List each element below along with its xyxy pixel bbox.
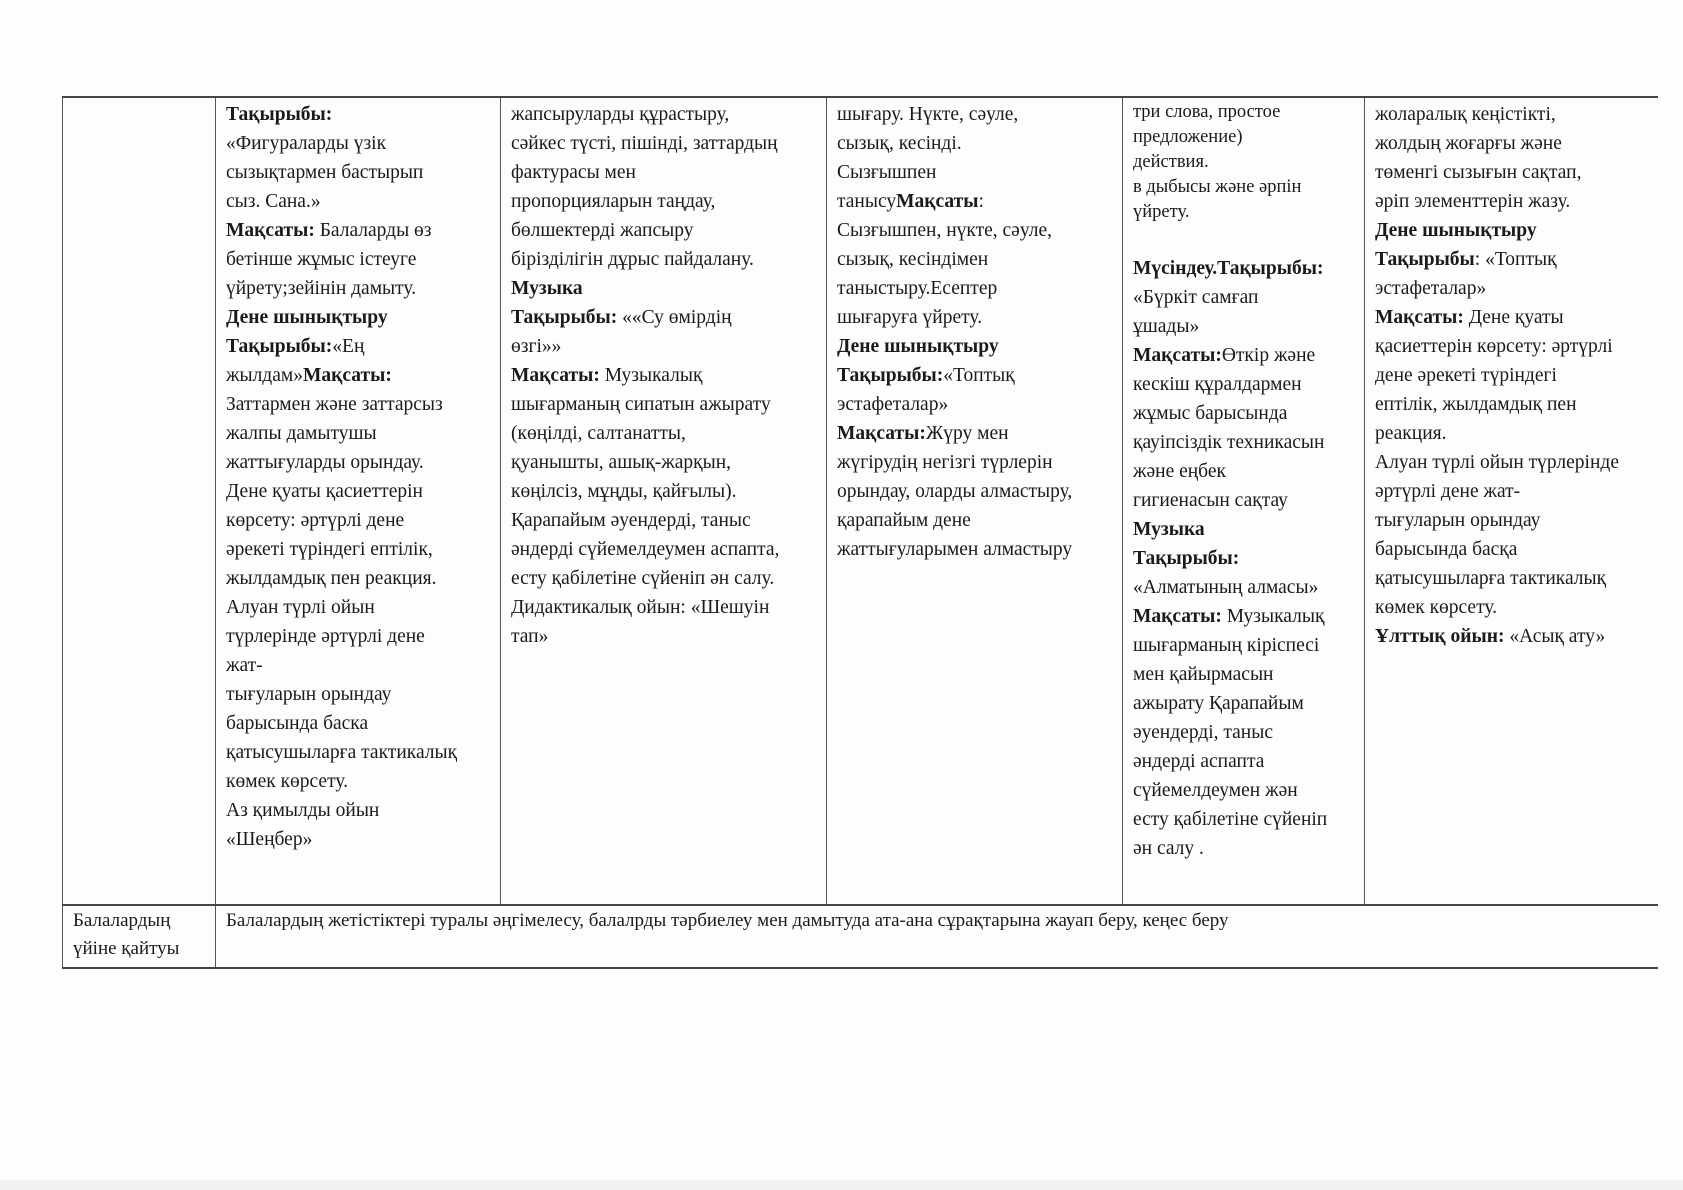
line-text: әуендерді, таныс [1133,722,1274,743]
text-line [1133,747,1354,776]
line-text: «Асық ату» [1504,626,1606,647]
line-text: Аз қимылды ойын [226,800,380,821]
text-line [511,100,816,129]
bold-label: Мақсаты: [226,220,315,241]
text-line [226,680,490,709]
line-text: сүйемелдеумен жән [1133,780,1298,801]
text-line [1133,312,1354,341]
line-text: барысында басқа [1375,539,1518,560]
text-line [1375,245,1648,274]
line-text: жылдам» [226,365,303,386]
text-line [1133,486,1354,515]
text-line [1375,448,1648,477]
table-row-going-home [63,905,1658,968]
text-line [226,158,490,187]
line-text: өзгі»» [511,336,562,357]
bold-label: Мақсаты: [1133,606,1222,627]
line-text: есту қабілетіне сүйеніп ән салу. [511,568,775,589]
text-line [511,477,816,506]
text-line [226,825,490,854]
line-text: тығуларын орындау [226,684,392,705]
text-line [226,303,490,332]
text-line: действия. [1133,152,1209,172]
line-text: үйрету;зейінін дамыту. [226,278,417,299]
line-text: жұмыс барысында [1133,403,1288,424]
text-line [1133,834,1354,863]
line-text: жапсыруларды құрастыру, [511,104,730,125]
text-line [1375,332,1648,361]
bold-label: Музыка [1133,519,1205,540]
line-text: ««Су өмірдің [617,307,732,328]
line-text: эстафеталар» [1375,278,1487,299]
bold-label: Тақырыбы: [226,336,333,357]
line-text: Дене қуаты [1463,307,1564,328]
text-line [1375,274,1648,303]
line-text: қатысушыларға тактикалық [1375,568,1607,589]
line-text: шығаруға үйрету. [837,307,983,328]
line-text: «Шеңбер» [226,829,313,850]
line-text: орындау, оларды алмастыру, [837,481,1073,502]
bold-label: Ұлттық ойын: [1375,626,1505,647]
text-line [226,332,490,361]
text-line [1133,544,1354,573]
line-text: әріп элементтерін жазу. [1375,191,1571,212]
text-line [226,564,490,593]
text-line [1375,564,1648,593]
line-text: әртүрлі дене жат- [1375,481,1521,502]
text-line [226,361,490,390]
line-text: көңілсіз, мұңды, қайғылы). [511,481,737,502]
text-line [226,419,490,448]
line-text: жоларалық кеңістікті, [1375,104,1556,125]
text-line [837,535,1112,564]
text-line [226,593,490,622]
cell-day-2 [501,97,827,905]
line-text: Алуан түрлі ойын түрлерінде [1375,452,1619,473]
text-line [837,448,1112,477]
line-text: пропорцияларын таңдау, [511,191,716,212]
line-text: фактурасы мен [511,162,636,183]
bold-label: Дене шынықтыру [837,336,999,357]
schedule-table [62,96,1658,969]
line-text: Қарапайым әуендерді, таныс [511,510,751,531]
bold-label: Мақсаты [896,191,979,212]
text-line [226,651,490,680]
text-line [511,187,816,216]
cell-day-5 [1365,97,1658,905]
text-line: в дыбысы және әрпін [1133,177,1302,197]
text-line [837,361,1112,390]
line-text: жаттығуларымен алмастыру [837,539,1073,560]
text-line [1133,573,1354,602]
text-line [226,738,490,767]
text-line [1133,341,1354,370]
line-text: ұшады» [1133,316,1200,337]
text-line [226,709,490,738]
bold-label: Тақырыбы: [837,365,944,386]
text-line [226,216,490,245]
line-text: танысу [837,191,897,212]
line-text: ажырату Қарапайым [1133,693,1304,714]
text-line [837,477,1112,506]
line-text: жалпы дамытушы [226,423,377,444]
line-text: Өткір және [1221,345,1316,366]
text-line [226,129,490,158]
bold-label: Тақырыбы: [1133,548,1240,569]
line-text: жүгірудің негізгі түрлерін [837,452,1053,473]
line-text: көрсету: әртүрлі дене [226,510,405,531]
text-line [1375,622,1648,651]
text-line [511,129,816,158]
line-text: әндерді сүйемелдеумен аспапта, [511,539,780,560]
text-line [1375,129,1648,158]
line-text: қатысушыларға тактикалық [226,742,458,763]
page-bottom-shade [0,1180,1683,1190]
text-line [226,100,490,129]
text-line [837,506,1112,535]
bold-label: Музыка [511,278,583,299]
text-line [837,390,1112,419]
text-line: үйрету. [1133,202,1190,222]
bold-label: Дене шынықтыру [1375,220,1537,241]
text-line [1133,689,1354,718]
bold-label: Мақсаты: [837,423,926,444]
text-line [1133,805,1354,834]
line-text: таныстыру.Есептер [837,278,998,299]
text-line [1375,303,1648,332]
text-line [511,245,816,274]
line-text: қасиеттерін көрсету: әртүрлі [1375,336,1613,357]
line-text: сәйкес түсті, пішінді, заттардың [511,133,778,154]
line-text: гигиенасын сақтау [1133,490,1288,511]
text-line [226,274,490,303]
line-text: жолдың жоғарғы және [1375,133,1562,154]
bold-label: Тақырыбы [1375,249,1475,270]
line-text: Дидактикалық ойын: «Шешуін [511,597,770,618]
text-line [1375,390,1648,419]
text-line [837,303,1112,332]
line-text: шығару. Нүкте, сәуле, [837,104,1019,125]
text-line [511,622,816,651]
text-line [1375,216,1648,245]
line-text: бөлшектерді жапсыру [511,220,694,241]
text-line [837,100,1112,129]
line-text: көмек көрсету. [1375,597,1498,618]
table-row-activities [63,97,1658,905]
cell-day-1 [216,97,501,905]
line-text: Музыкалық [599,365,703,386]
text-line [511,593,816,622]
line-text: көмек көрсету. [226,771,349,792]
line-text: кескіш құралдармен [1133,374,1302,395]
text-line [226,477,490,506]
going-home-content: Балалардың жетістіктері туралы әңгімелесу, балалрды тәрбиелеу мен дамытуда ата-ана сұрақтарына жауап беру, кеңес беру [216,905,1658,968]
line-text: әрекеті түріндегі ептілік, [226,539,433,560]
text-line [1133,631,1354,660]
text-line [1375,158,1648,187]
text-line [1133,602,1354,631]
row-label-line-1: Балалардың [73,910,171,931]
text-line [511,303,816,332]
text-line [1133,283,1354,312]
text-line [1133,254,1354,283]
line-text: жат- [226,655,263,676]
text-line: предложение) [1133,127,1243,147]
text-line [511,274,816,303]
line-text: : [978,191,984,212]
text-line [1375,535,1648,564]
text-line [511,361,816,390]
text-line [226,535,490,564]
text-line [837,245,1112,274]
line-text: Балаларды өз [314,220,432,241]
text-line [511,506,816,535]
text-line: три слова, простое [1133,102,1281,122]
text-line [226,448,490,477]
line-text: : «Топтық [1474,249,1557,270]
text-line [511,158,816,187]
line-text: «Топтық [943,365,1015,386]
line-text: есту қабілетіне сүйеніп [1133,809,1328,830]
line-text: және еңбек [1133,461,1226,482]
line-text: қауіпсіздік техникасын [1133,432,1325,453]
text-line [1133,515,1354,544]
text-line [1133,660,1354,689]
line-text: сызықтармен бастырып [226,162,424,183]
line-text: әндерді аспапта [1133,751,1265,772]
text-line [837,187,1112,216]
bold-label: Дене шынықтыру [226,307,388,328]
line-text: бірізділігін дұрыс пайдалану. [511,249,754,270]
text-line [511,332,816,361]
bold-label: Мақсаты: [302,365,392,386]
text-line [837,129,1112,158]
text-line [1375,419,1648,448]
text-line [226,767,490,796]
text-line [837,158,1112,187]
line-text: Музыкалық [1221,606,1325,627]
line-text: қарапайым дене [837,510,971,531]
line-text: ән салу . [1133,838,1204,859]
cell-day-3 [827,97,1123,905]
line-text: Заттармен және заттарсыз [226,394,443,415]
line-text: сызық, кесіндімен [837,249,989,270]
text-line [511,564,816,593]
line-text: (көңілді, салтанатты, [511,423,686,444]
line-text: түрлерінде әртүрлі дене [226,626,425,647]
text-line [226,245,490,274]
line-text: жылдамдық пен реакция. [226,568,437,589]
row-label-going-home [63,905,216,968]
text-line [1133,457,1354,486]
line-text: шығарманың кіріспесі [1133,635,1320,656]
bold-label: Тақырыбы: [511,307,618,328]
bold-label: Мақсаты: [1133,345,1222,366]
text-line [837,274,1112,303]
line-text: бетінше жұмыс істеуге [226,249,417,270]
line-text: сыз. Сана.» [226,191,321,212]
line-text: ептілік, жылдамдық пен [1375,394,1577,415]
text-line [511,448,816,477]
text-line [226,796,490,825]
line-text: тап» [511,626,549,647]
bold-label: Тақырыбы: [226,104,333,125]
text-line [1375,477,1648,506]
line-text: төменгі сызығын сақтап, [1375,162,1582,183]
cell-day-4 [1123,97,1365,905]
line-text: Сызғышпен, нүкте, сәуле, [837,220,1052,241]
line-text: жаттығуларды орындау. [226,452,424,473]
text-line [1375,593,1648,622]
text-line [1133,370,1354,399]
text-line [226,187,490,216]
line-text: Жүру мен [925,423,1009,444]
text-line [1133,428,1354,457]
text-line [1375,187,1648,216]
bold-label: Мүсіндеу.Тақырыбы: [1133,258,1324,279]
line-text: реакция. [1375,423,1447,444]
line-text: шығарманың сипатын ажырату [511,394,771,415]
text-line [837,419,1112,448]
text-line [1375,100,1648,129]
text-line [511,216,816,245]
line-text: Алуан түрлі ойын [226,597,375,618]
text-line [511,419,816,448]
text-line [1133,718,1354,747]
text-line [1133,776,1354,805]
line-text: «Алматының алмасы» [1133,577,1319,598]
bold-label: Мақсаты: [511,365,600,386]
line-text: Дене қуаты қасиеттерін [226,481,423,502]
text-line [226,506,490,535]
line-text: барысында баска [226,713,369,734]
row-label-line-2: үйіне қайтуы [73,938,180,959]
text-line [1375,506,1648,535]
line-text: мен қайырмасын [1133,664,1274,685]
text-line [1375,361,1648,390]
text-line [511,535,816,564]
line-text: Сызғышпен [837,162,937,183]
line-text: «Фигураларды үзік [226,133,387,154]
line-text: сызық, кесінді. [837,133,962,154]
text-line [837,332,1112,361]
line-text: эстафеталар» [837,394,949,415]
line-text: қуанышты, ашық-жарқын, [511,452,732,473]
text-line [511,390,816,419]
text-line [1133,399,1354,428]
text-line [837,216,1112,245]
text-line [226,390,490,419]
text-line [226,622,490,651]
line-text: дене әрекеті түріндегі [1375,365,1557,386]
row-label-cell-empty [63,97,216,905]
bold-label: Мақсаты: [1375,307,1464,328]
line-text: «Бүркіт самғап [1133,287,1259,308]
line-text: тығуларын орындау [1375,510,1541,531]
line-text: «Ең [332,336,365,357]
